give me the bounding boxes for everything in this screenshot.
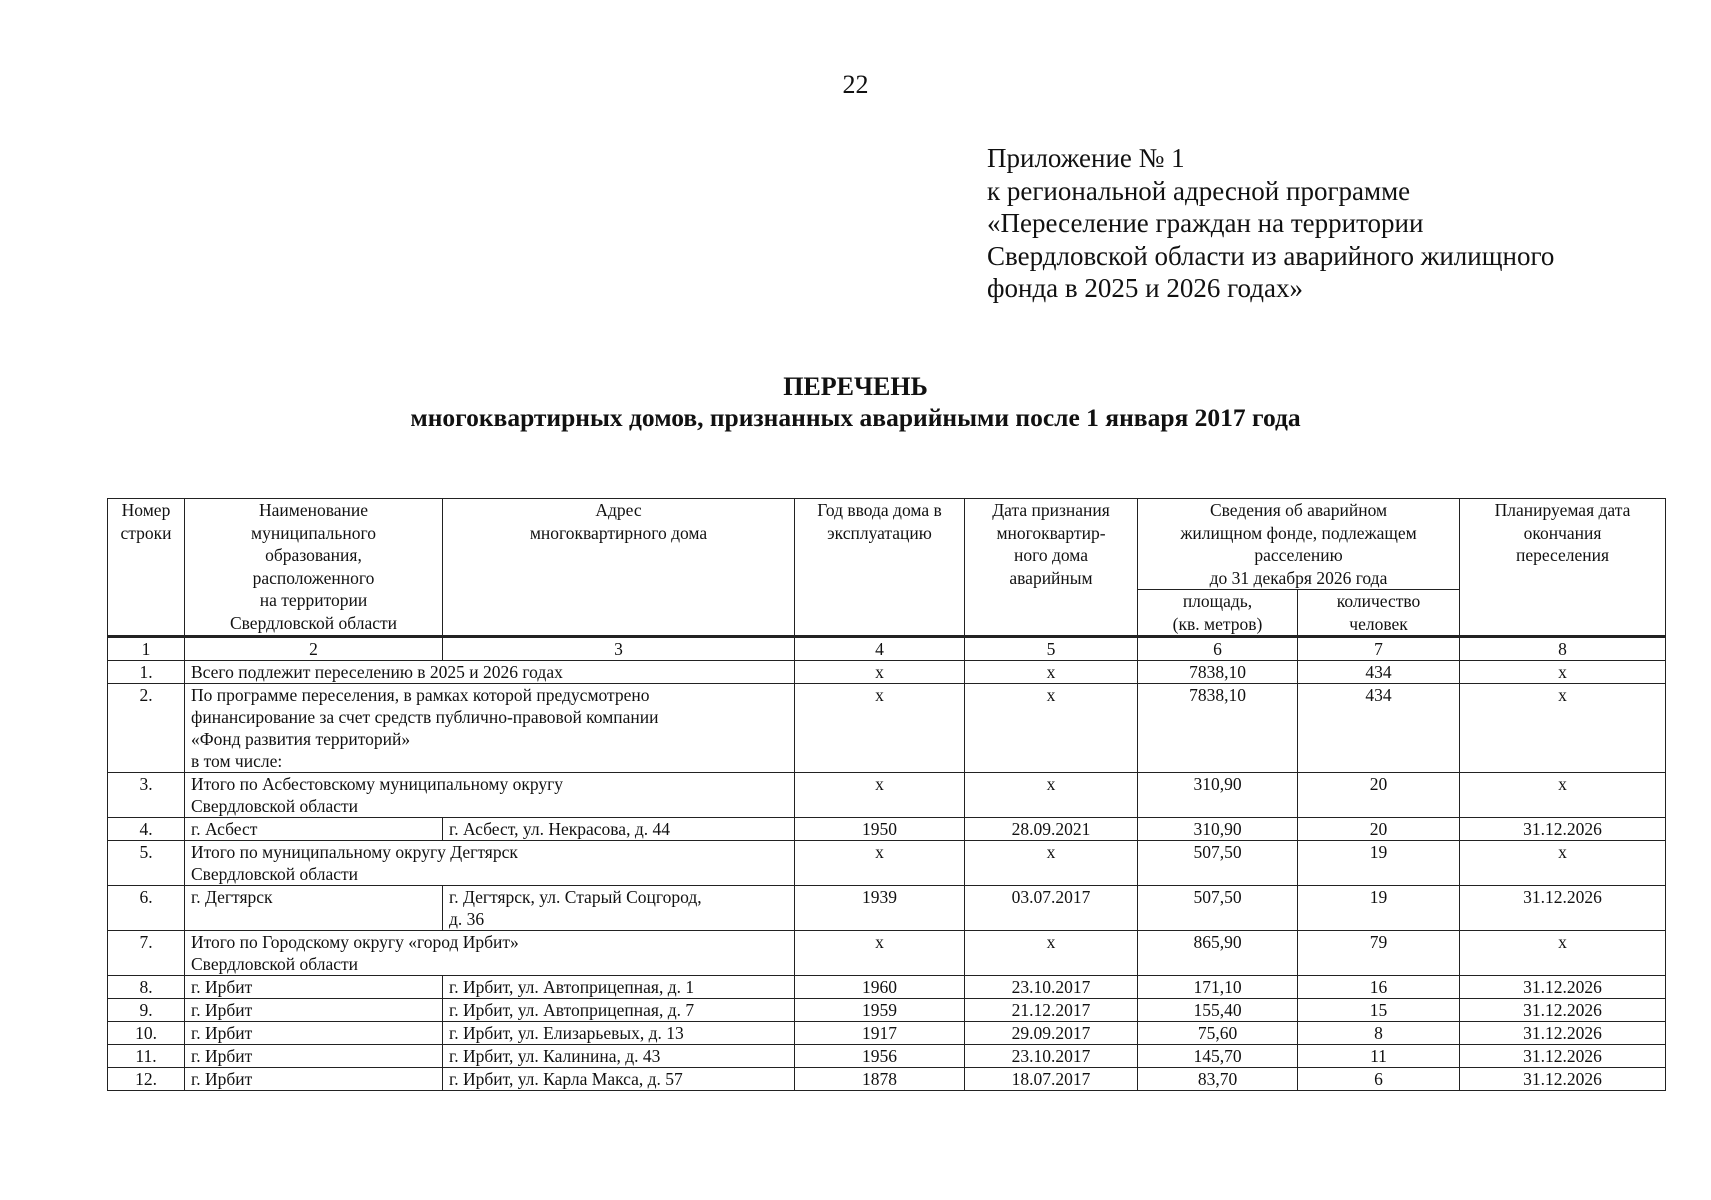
- header-line: переселения: [1515, 545, 1610, 565]
- cell-line: «Фонд развития территорий»: [191, 729, 411, 749]
- appendix-line: «Переселение граждан на территории: [987, 208, 1424, 238]
- header-recognition-date: [965, 499, 1138, 637]
- cell-planned-date: x: [1460, 773, 1666, 818]
- cell-recognition-date: 29.09.2017: [965, 1022, 1138, 1045]
- cell-municipality: г. Ирбит: [185, 999, 443, 1022]
- cell-group-name: [185, 841, 795, 886]
- cell-address: [443, 976, 795, 999]
- cell-municipality: г. Ирбит: [185, 1022, 443, 1045]
- table-row: [108, 661, 1666, 684]
- table-row: [108, 999, 1666, 1022]
- header-fund-info: [1138, 499, 1460, 590]
- cell-recognition-date: x: [965, 841, 1138, 886]
- cell-line: Итого по Асбестовскому муниципальному округу: [191, 774, 564, 794]
- cell-recognition-date: 23.10.2017: [965, 976, 1138, 999]
- table-row: [108, 1022, 1666, 1045]
- cell-people: 11: [1298, 1045, 1460, 1068]
- table-row: [108, 818, 1666, 841]
- cell-row-number: 4.: [108, 818, 185, 841]
- table-row: [108, 976, 1666, 999]
- cell-line: г. Дегтярск, ул. Старый Соцгород,: [449, 887, 702, 907]
- cell-area: 507,50: [1138, 886, 1298, 931]
- cell-group-name: [185, 931, 795, 976]
- cell-recognition-date: 23.10.2017: [965, 1045, 1138, 1068]
- column-number: 1: [108, 637, 185, 661]
- cell-year: 1878: [795, 1068, 965, 1091]
- cell-people: 19: [1298, 886, 1460, 931]
- cell-people: 434: [1298, 684, 1460, 773]
- header-line: многоквартирного дома: [529, 522, 708, 543]
- cell-area: 75,60: [1138, 1022, 1298, 1045]
- header-line: строки: [120, 522, 172, 543]
- table-row: [108, 886, 1666, 931]
- cell-recognition-date: x: [965, 684, 1138, 773]
- housing-table: [107, 498, 1666, 1091]
- table-row: [108, 684, 1666, 773]
- header-line: эксплуатацию: [827, 522, 932, 543]
- cell-line: Итого по Городскому округу «город Ирбит»: [191, 932, 519, 952]
- cell-area: 171,10: [1138, 976, 1298, 999]
- cell-area: 310,90: [1138, 818, 1298, 841]
- cell-area: 865,90: [1138, 931, 1298, 976]
- cell-address: [443, 1022, 795, 1045]
- cell-row-number: 7.: [108, 931, 185, 976]
- column-numbers-row: [108, 637, 1666, 661]
- cell-municipality: г. Ирбит: [185, 1068, 443, 1091]
- cell-row-number: 6.: [108, 886, 185, 931]
- column-number: 4: [795, 637, 965, 661]
- cell-row-number: 11.: [108, 1045, 185, 1068]
- cell-line: Итого по муниципальному округу Дегтярск: [191, 842, 518, 862]
- cell-row-number: 9.: [108, 999, 185, 1022]
- cell-planned-date: x: [1460, 841, 1666, 886]
- cell-planned-date: 31.12.2026: [1460, 1045, 1666, 1068]
- cell-line: в том числе:: [191, 751, 283, 771]
- cell-municipality: г. Асбест: [185, 818, 443, 841]
- header-line: Планируемая дата: [1494, 500, 1631, 520]
- cell-people: 6: [1298, 1068, 1460, 1091]
- appendix-line: Свердловской области из аварийного жилищного: [987, 240, 1555, 271]
- header-line: муниципального: [251, 522, 376, 543]
- table-row: [108, 841, 1666, 886]
- cell-people: 19: [1298, 841, 1460, 886]
- header-line: человек: [1349, 613, 1408, 634]
- cell-area: 7838,10: [1138, 661, 1298, 684]
- page-number: 22: [842, 70, 869, 99]
- cell-address: [443, 1045, 795, 1068]
- cell-line: Всего подлежит переселению в 2025 и 2026 годах: [191, 662, 563, 682]
- cell-people: 20: [1298, 773, 1460, 818]
- header-row-number: [108, 499, 185, 637]
- cell-recognition-date: 28.09.2021: [965, 818, 1138, 841]
- header-line: Сведения об аварийном: [1209, 500, 1388, 520]
- cell-line: г. Ирбит, ул. Карла Макса, д. 57: [449, 1069, 683, 1089]
- cell-planned-date: x: [1460, 931, 1666, 976]
- cell-recognition-date: 18.07.2017: [965, 1068, 1138, 1091]
- column-number: 6: [1138, 637, 1298, 661]
- document-subtitle: многоквартирных домов, признанных аварийными после 1 января 2017 года: [410, 403, 1301, 432]
- header-area: [1138, 590, 1298, 637]
- cell-year: 1939: [795, 886, 965, 931]
- cell-group-name: [185, 773, 795, 818]
- cell-year: 1950: [795, 818, 965, 841]
- header-line: расселению: [1254, 545, 1343, 565]
- cell-line: Свердловской области: [191, 864, 359, 884]
- header-line: жилищном фонде, подлежащем: [1180, 522, 1417, 543]
- cell-planned-date: 31.12.2026: [1460, 818, 1666, 841]
- column-number: 7: [1298, 637, 1460, 661]
- cell-year: x: [795, 661, 965, 684]
- cell-line: Свердловской области: [191, 954, 359, 974]
- cell-recognition-date: 03.07.2017: [965, 886, 1138, 931]
- cell-planned-date: 31.12.2026: [1460, 999, 1666, 1022]
- cell-planned-date: 31.12.2026: [1460, 976, 1666, 999]
- cell-year: 1956: [795, 1045, 965, 1068]
- cell-row-number: 3.: [108, 773, 185, 818]
- cell-area: 145,70: [1138, 1045, 1298, 1068]
- cell-year: x: [795, 773, 965, 818]
- cell-people: 20: [1298, 818, 1460, 841]
- column-number: 5: [965, 637, 1138, 661]
- cell-year: x: [795, 931, 965, 976]
- header-line: площадь,: [1182, 591, 1253, 611]
- cell-municipality: г. Дегтярск: [185, 886, 443, 931]
- cell-year: x: [795, 841, 965, 886]
- cell-group-name: [185, 661, 795, 684]
- cell-people: 16: [1298, 976, 1460, 999]
- cell-line: финансирование за счет средств публично-правовой компании: [191, 707, 659, 727]
- cell-planned-date: x: [1460, 684, 1666, 773]
- cell-recognition-date: x: [965, 931, 1138, 976]
- cell-year: 1959: [795, 999, 965, 1022]
- header-line: Наименование: [258, 500, 369, 520]
- header-line: ного дома: [1013, 545, 1089, 565]
- cell-line: Свердловской области: [191, 796, 359, 816]
- header-planned-date: [1460, 499, 1666, 637]
- header-year: [795, 499, 965, 637]
- table-row: [108, 1068, 1666, 1091]
- cell-row-number: 1.: [108, 661, 185, 684]
- cell-municipality: г. Ирбит: [185, 976, 443, 999]
- cell-line: г. Ирбит, ул. Автоприцепная, д. 7: [449, 1000, 695, 1020]
- header-line: Номер: [121, 500, 171, 520]
- cell-area: 155,40: [1138, 999, 1298, 1022]
- cell-address: [443, 886, 795, 931]
- cell-area: 507,50: [1138, 841, 1298, 886]
- column-number: 8: [1460, 637, 1666, 661]
- header-line: окончания: [1523, 522, 1602, 543]
- cell-people: 15: [1298, 999, 1460, 1022]
- cell-row-number: 10.: [108, 1022, 185, 1045]
- cell-address: [443, 1068, 795, 1091]
- header-line: Адрес: [595, 500, 642, 520]
- cell-people: 434: [1298, 661, 1460, 684]
- header-line: аварийным: [1009, 567, 1093, 588]
- cell-planned-date: x: [1460, 661, 1666, 684]
- table-row: [108, 1045, 1666, 1068]
- cell-recognition-date: x: [965, 661, 1138, 684]
- cell-people: 79: [1298, 931, 1460, 976]
- cell-line: г. Ирбит, ул. Автоприцепная, д. 1: [449, 977, 695, 997]
- cell-people: 8: [1298, 1022, 1460, 1045]
- table-row: [108, 773, 1666, 818]
- header-line: количество: [1336, 591, 1421, 611]
- cell-row-number: 2.: [108, 684, 185, 773]
- cell-municipality: г. Ирбит: [185, 1045, 443, 1068]
- header-line: Год ввода дома в: [817, 500, 942, 520]
- cell-planned-date: 31.12.2026: [1460, 1022, 1666, 1045]
- column-number: 3: [443, 637, 795, 661]
- header-line: на территории: [259, 590, 368, 610]
- cell-area: 310,90: [1138, 773, 1298, 818]
- header-line: Дата признания: [992, 500, 1110, 520]
- header-line: Свердловской области: [229, 612, 398, 633]
- cell-line: г. Ирбит, ул. Елизарьевых, д. 13: [449, 1023, 684, 1043]
- cell-area: 83,70: [1138, 1068, 1298, 1091]
- table-body: [108, 661, 1666, 1091]
- cell-line: г. Ирбит, ул. Калинина, д. 43: [449, 1046, 661, 1066]
- header-address: [443, 499, 795, 637]
- appendix-block: [987, 142, 1554, 305]
- cell-year: 1917: [795, 1022, 965, 1045]
- cell-row-number: 12.: [108, 1068, 185, 1091]
- cell-row-number: 5.: [108, 841, 185, 886]
- column-number: 2: [185, 637, 443, 661]
- cell-address: [443, 999, 795, 1022]
- header-line: (кв. метров): [1172, 613, 1263, 634]
- header-line: многоквартир-: [996, 522, 1106, 543]
- header-line: образования,: [265, 545, 362, 565]
- header-people: [1298, 590, 1460, 637]
- cell-group-name: [185, 684, 795, 773]
- cell-area: 7838,10: [1138, 684, 1298, 773]
- appendix-line: Приложение № 1: [987, 143, 1185, 173]
- cell-recognition-date: x: [965, 773, 1138, 818]
- cell-line: По программе переселения, в рамках которой предусмотрено: [191, 685, 650, 705]
- cell-row-number: 8.: [108, 976, 185, 999]
- cell-line: д. 36: [449, 909, 485, 929]
- cell-planned-date: 31.12.2026: [1460, 886, 1666, 931]
- cell-line: г. Асбест, ул. Некрасова, д. 44: [449, 819, 670, 839]
- header-municipality: [185, 499, 443, 637]
- table-row: [108, 931, 1666, 976]
- cell-year: 1960: [795, 976, 965, 999]
- header-line: до 31 декабря 2026 года: [1209, 567, 1388, 588]
- header-line: расположенного: [252, 567, 375, 588]
- cell-recognition-date: 21.12.2017: [965, 999, 1138, 1022]
- appendix-line: фонда в 2025 и 2026 годах»: [987, 273, 1303, 303]
- cell-address: [443, 818, 795, 841]
- appendix-line: к региональной адресной программе: [987, 175, 1411, 206]
- document-title: ПЕРЕЧЕНЬ: [783, 372, 928, 401]
- cell-year: x: [795, 684, 965, 773]
- cell-planned-date: 31.12.2026: [1460, 1068, 1666, 1091]
